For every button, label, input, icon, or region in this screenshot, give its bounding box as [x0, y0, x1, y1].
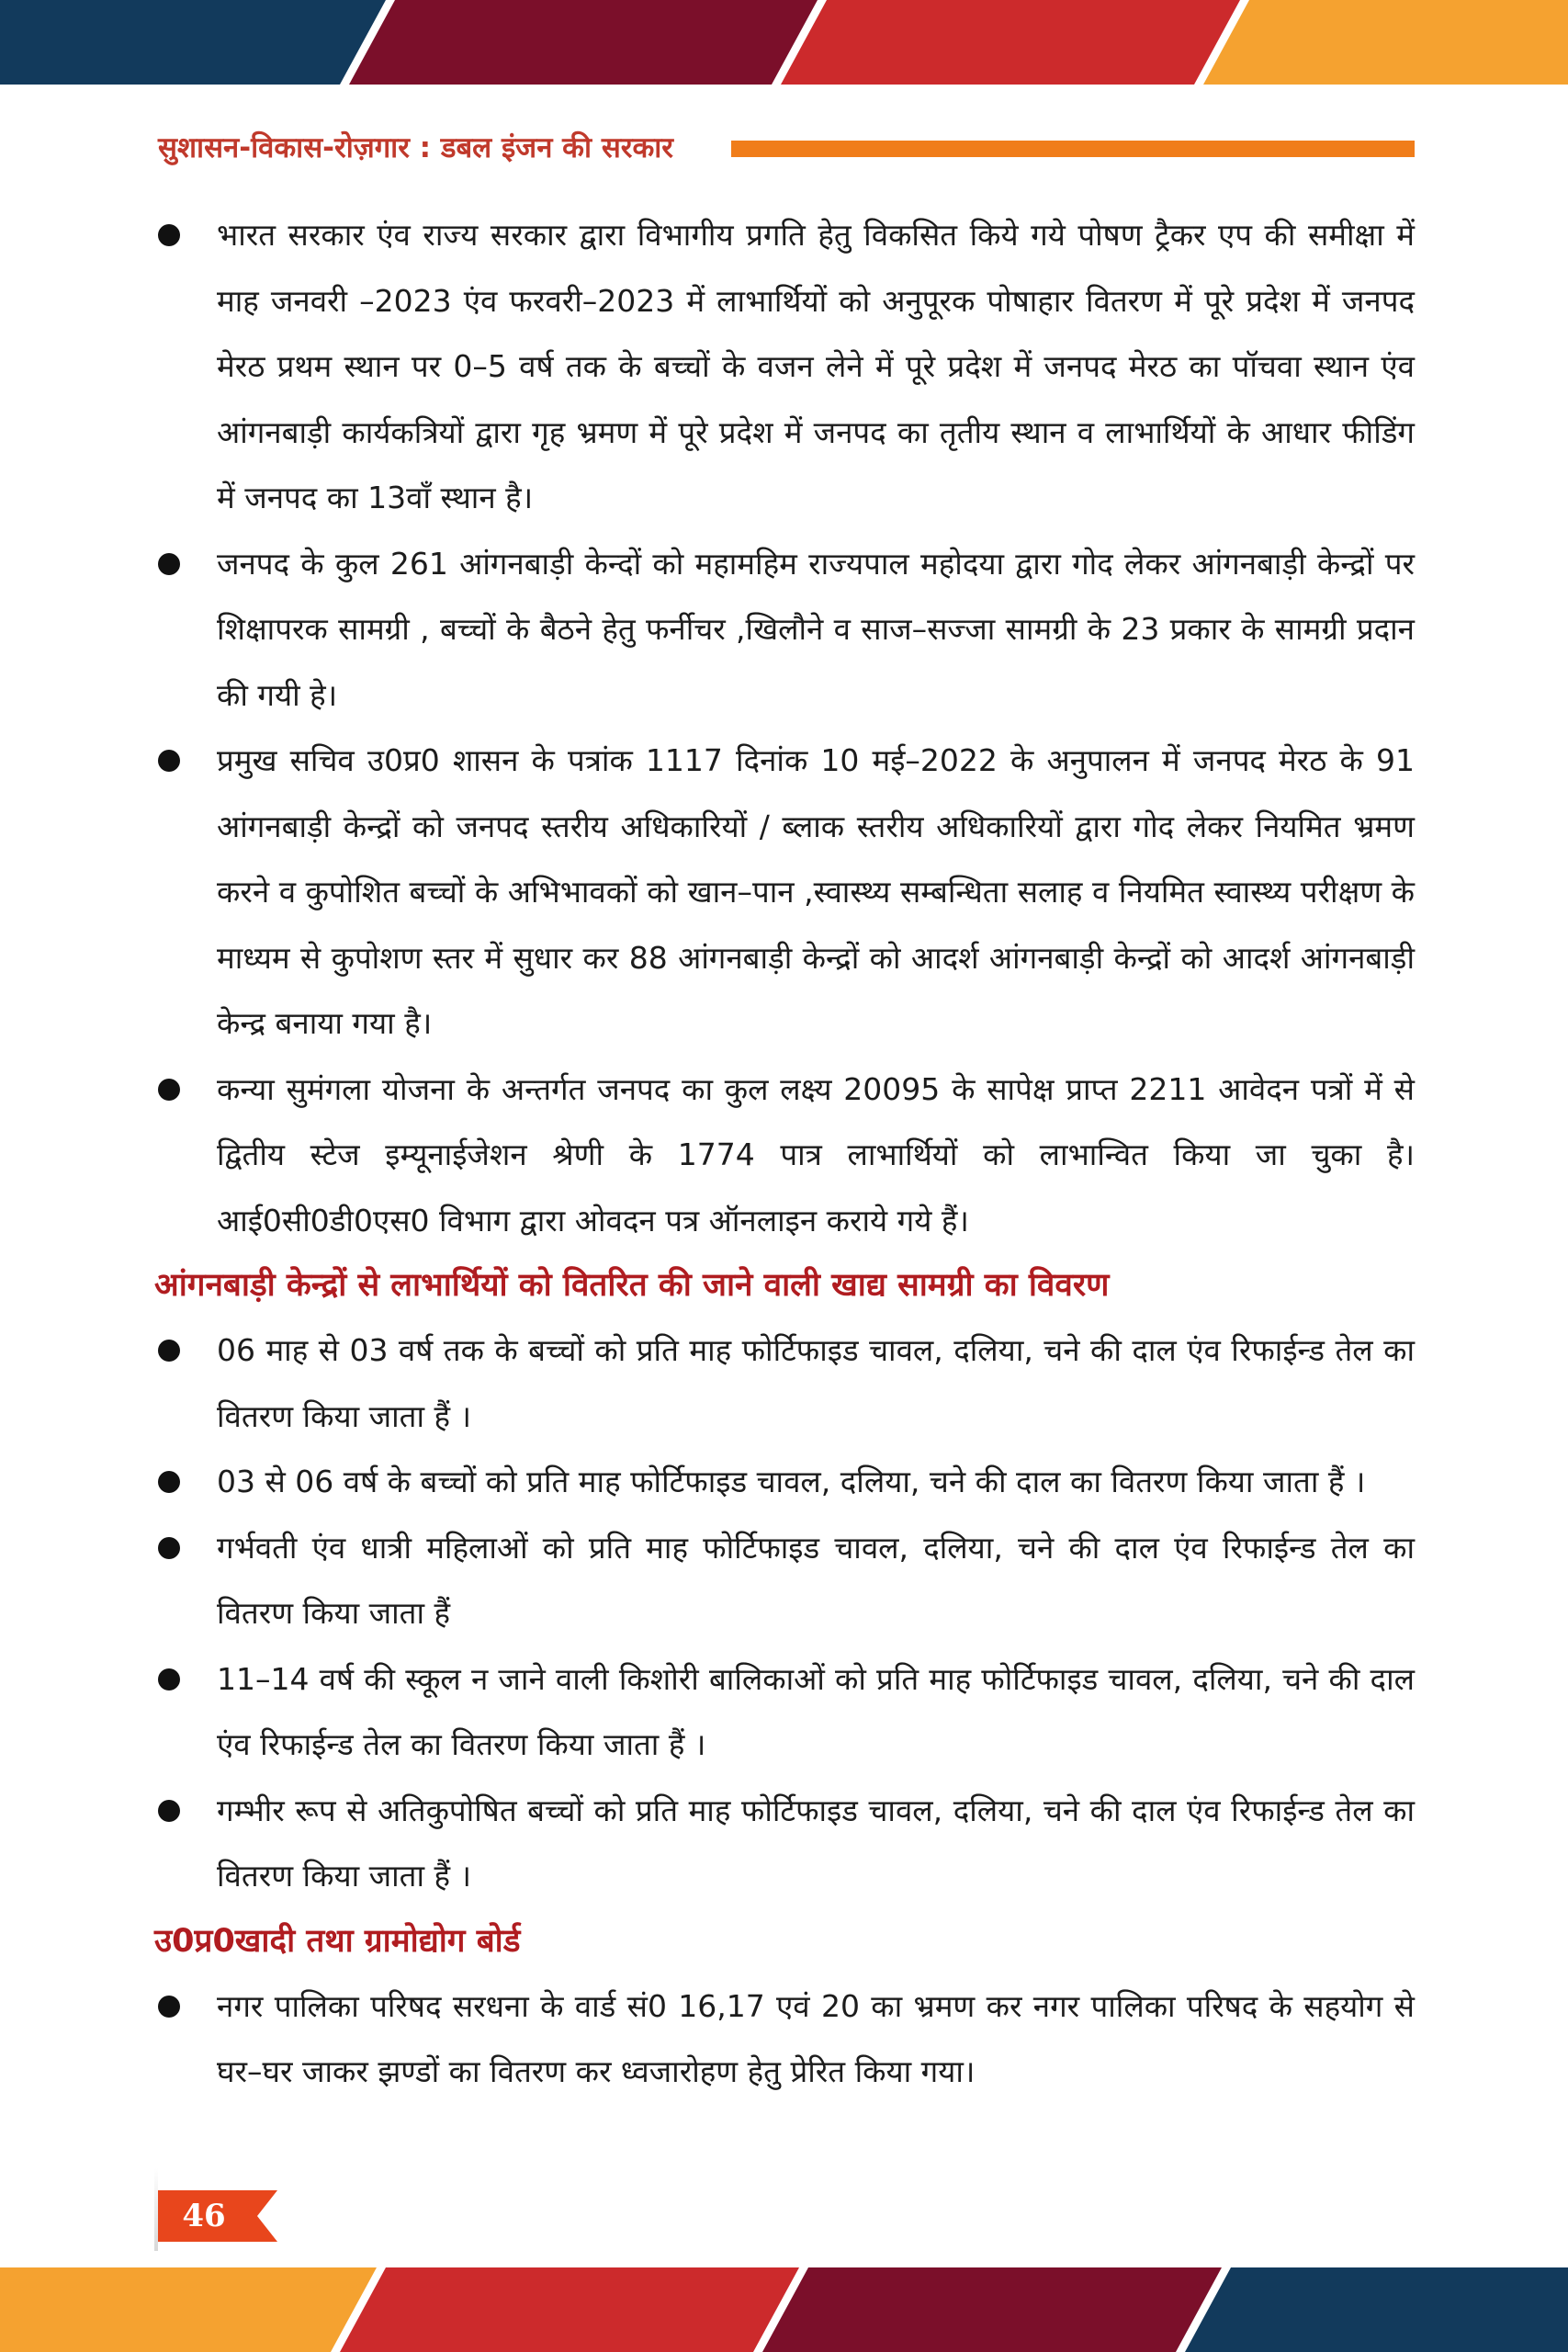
khadi-bullet-list: [154, 1973, 1415, 2105]
band-red-segment: [340, 2267, 799, 2352]
food-section-heading: आंगनबाड़ी केन्द्रों से लाभार्थियों को वितरित की जाने वाली खाद्य सामग्री का विवरण: [154, 1267, 1110, 1304]
bullet-icon: [158, 1800, 180, 1822]
bullet-icon: [158, 224, 180, 246]
list-item: नगर पालिका परिषद सरधना के वार्ड सं0 16,17 एवं 20 का भ्रमण कर नगर पालिका परिषद के सहयोग से घर–घर जाकर झण्डों का वितरण कर ध्वजारोहण हेतु प्रेरित किया गया।: [154, 1973, 1415, 2105]
running-header: [158, 130, 1415, 166]
list-item: जनपद के कुल 261 आंगनबाड़ी केन्दों को महामहिम राज्यपाल महोदया द्वारा गोद लेकर आंगनबाड़ी केन्द्रों पर शिक्षापरक सामग्री , बच्चों के बैठने हेतु फर्नीचर ,खिलौने व साज–सज्जा सामग्री के 23 प्रकार के सामग्री प्रदान की गयी हे।: [154, 531, 1415, 729]
header-title: सुशासन-विकास-रोज़गार : डबल इंजन की सरकार: [158, 131, 673, 164]
bullet-icon: [158, 1079, 180, 1101]
band-maroon-segment: [762, 2267, 1222, 2352]
intro-bullet-list: [154, 202, 1415, 1253]
bullet-icon: [158, 1471, 180, 1493]
list-item: 06 माह से 03 वर्ष तक के बच्चों को प्रति माह फोर्टिफाइड चावल, दलिया, चने की दाल एंव रिफाईन्ड तेल का वितरण किया जाता हैं ।: [154, 1317, 1415, 1449]
band-navy-segment: [1185, 2267, 1568, 2352]
band-navy-segment: [0, 0, 386, 85]
bullet-icon: [158, 1996, 180, 2018]
bullet-icon: [158, 553, 180, 575]
bullet-icon: [158, 1537, 180, 1559]
band-red-segment: [781, 0, 1240, 85]
top-color-band: [0, 0, 1568, 85]
bullet-icon: [158, 750, 180, 772]
band-orange-segment: [0, 2267, 377, 2352]
bottom-color-band: [0, 2267, 1568, 2352]
list-item: भारत सरकार एंव राज्य सरकार द्वारा विभागीय प्रगति हेतु विकसित किये गये पोषण ट्रैकर एप की समीक्षा में माह जनवरी –2023 एंव फरवरी–2023 में लाभार्थियों को अनुपूरक पोषाहार वितरण में पूरे प्रदेश में जनपद मेरठ प्रथम स्थान पर 0–5 वर्ष तक के बच्चों के वजन लेने में पूरे प्रदेश में जनपद मेरठ का पॉचवा स्थान एंव आंगनबाड़ी कार्यकत्रियों द्वारा गृह भ्रमण में पूरे प्रदेश में जनपद का तृतीय स्थान व लाभार्थियों के आधार फीडिंग में जनपद का 13वॉं स्थान है।: [154, 202, 1415, 531]
band-maroon-segment: [349, 0, 818, 85]
band-orange-segment: [1203, 0, 1568, 85]
list-item: कन्या सुमंगला योजना के अन्तर्गत जनपद का कुल लक्ष्य 20095 के सापेक्ष प्राप्त 2211 आवेदन पत्रों में से द्वितीय स्टेज इम्यूनाईजेशन श्रेणी के 1774 पात्र लाभार्थियों को लाभान्वित किया जा चुका है। आई0सी0डी0एस0 विभाग द्वारा ओवदन पत्र ऑनलाइन कराये गये हैं।: [154, 1057, 1415, 1254]
page-number: 46: [182, 2198, 226, 2234]
page-number-badge: [158, 2190, 277, 2242]
list-item: 11–14 वर्ष की स्कूल न जाने वाली किशोरी बालिकाओं को प्रति माह फोर्टिफाइड चावल, दलिया, चने की दाल एंव रिफाईन्ड तेल का वितरण किया जाता हैं ।: [154, 1646, 1415, 1778]
list-item: प्रमुख सचिव उ0प्र0 शासन के पत्रांक 1117 दिनांक 10 मई–2022 के अनुपालन में जनपद मेरठ के 91 आंगनबाड़ी केन्द्रों को जनपद स्तरीय अधिकारियों / ब्लाक स्तरीय अधिकारियों द्वारा गोद लेकर नियमित भ्रमण करने व कुपोशित बच्चों के अभिभावकों को खान–पान ,स्वास्थ्य सम्बन्धिता सलाह व नियमित स्वास्थ्य परीक्षण के माध्यम से कुपोशण स्तर में सुधार कर 88 आंगनबाड़ी केन्द्रों को आदर्श आंगनबाड़ी केन्द्रों को आदर्श आंगनबाड़ी केन्द्र बनाया गया है।: [154, 728, 1415, 1057]
page-content: [154, 202, 1415, 2105]
header-rule: [731, 141, 1415, 157]
list-item: गर्भवती एंव धात्री महिलाओं को प्रति माह फोर्टिफाइड चावल, दलिया, चने की दाल एंव रिफाईन्ड तेल का वितरण किया जाता हैं: [154, 1515, 1415, 1646]
bullet-icon: [158, 1668, 180, 1690]
list-item: गम्भीर रूप से अतिकुपोषित बच्चों को प्रति माह फोर्टिफाइड चावल, दलिया, चने की दाल एंव रिफाईन्ड तेल का वितरण किया जाता हैं ।: [154, 1778, 1415, 1909]
food-bullet-list: [154, 1317, 1415, 1909]
khadi-section-heading: उ0प्र0खादी तथा ग्रामोद्योग बोर्ड: [154, 1922, 521, 1960]
list-item: 03 से 06 वर्ष के बच्चों को प्रति माह फोर्टिफाइड चावल, दलिया, चने की दाल का वितरण किया जाता हैं ।: [154, 1449, 1415, 1515]
bullet-icon: [158, 1340, 180, 1362]
